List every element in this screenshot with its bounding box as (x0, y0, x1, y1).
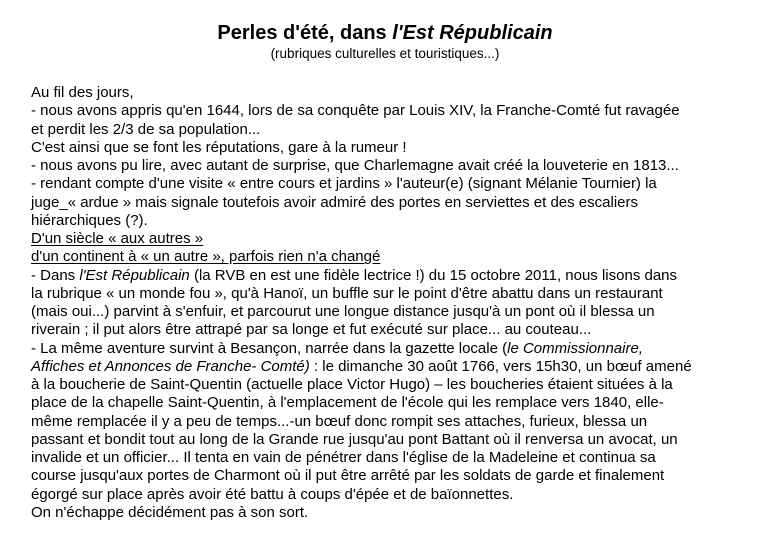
paragraph-line: juge_« ardue » mais signale toutefois avoir admiré des portes en serviettes et des escaliers (31, 193, 638, 211)
text-segment: (la RVB en est une fidèle lectrice !) du 15 octobre 2011, nous lisons dans (189, 266, 678, 284)
gazette-name: le Commissionnaire, (507, 339, 643, 357)
publication-name: l'Est Républicain (79, 266, 190, 284)
page-subtitle: (rubriques culturelles et touristiques...) (270, 46, 500, 61)
paragraph-line: invalide et un officier... Il tenta en vain de pénétrer dans l'église de la Madeleine et continua sa (31, 449, 656, 466)
text-segment: - Dans (31, 266, 80, 284)
paragraph-line: la rubrique « un monde fou », qu'à Hanoï, un buffle sur le point d'être abattu dans un restaurant (31, 284, 663, 302)
paragraph-line (31, 267, 749, 285)
paragraph-line: égorgé sur place après avoir été battu à coups d'épée et de baïonnettes. (31, 485, 514, 503)
title-prefix: Perles d'été, dans (217, 22, 393, 44)
paragraph-line (31, 358, 749, 376)
paragraph-line: passant et bondit tout au long de la Grande rue jusqu'au pont Battant où il renversa un avocat, un (31, 430, 678, 448)
paragraph-line: course jusqu'aux portes de Charmont où il put être arrêté par les soldats de garde et finalement (31, 467, 665, 485)
article-body (31, 84, 749, 522)
header (0, 20, 758, 62)
paragraph-line: même remplacée il y a peu de temps...-un bœuf donc rompit ses attaches, furieux, blessa un (31, 412, 648, 430)
paragraph-line: - nous avons appris qu'en 1644, lors de sa conquête par Louis XIV, la Franche-Comté fut ravagée (31, 102, 680, 120)
gazette-name: Affiches et Annonces de Franche- Comté) (31, 357, 310, 375)
section-heading: D'un siècle « aux autres » (31, 230, 204, 247)
paragraph-line: On n'échappe décidément pas à son sort. (31, 503, 309, 521)
section-subheading: d'un continent à « un autre », parfois rien n'a changé (31, 248, 381, 266)
text-segment: : le dimanche 30 août 1766, vers 15h30, un bœuf amené (309, 357, 692, 375)
paragraph-line: (mais oui...) parvint à s'enfuir, et parcourut une longue distance jusqu'à un pont où il blessa un (31, 303, 655, 320)
paragraph-line: place de la chapelle Saint-Quentin, à l'emplacement de l'école qui les remplace vers 1840, elle- (31, 394, 664, 412)
paragraph-line: - nous avons pu lire, avec autant de surprise, que Charlemagne avait créé la louveterie en 1813... (31, 157, 679, 174)
paragraph-line: hiérarchiques (?). (31, 211, 148, 229)
paragraph-line: à la boucherie de Saint-Quentin (actuelle place Victor Hugo) – les boucheries étaient situées à la (31, 376, 673, 393)
paragraph-line: - rendant compte d'une visite « entre cours et jardins » l'auteur(e) (signant Mélanie Tournier) la (31, 175, 657, 193)
paragraph-line (31, 340, 749, 358)
paragraph-line: et perdit les 2/3 de sa population... (31, 120, 261, 138)
text-segment: - La même aventure survint à Besançon, narrée dans la gazette locale ( (31, 339, 508, 357)
title-publication: l'Est Républicain (392, 22, 553, 44)
paragraph-line: Au fil des jours, (31, 84, 134, 101)
paragraph-line: riverain ; il put alors être attrapé par sa longe et fut exécuté sur place... au couteau... (31, 321, 592, 339)
page-title (0, 20, 758, 46)
paragraph-line: C'est ainsi que se font les réputations, gare à la rumeur ! (31, 138, 407, 156)
